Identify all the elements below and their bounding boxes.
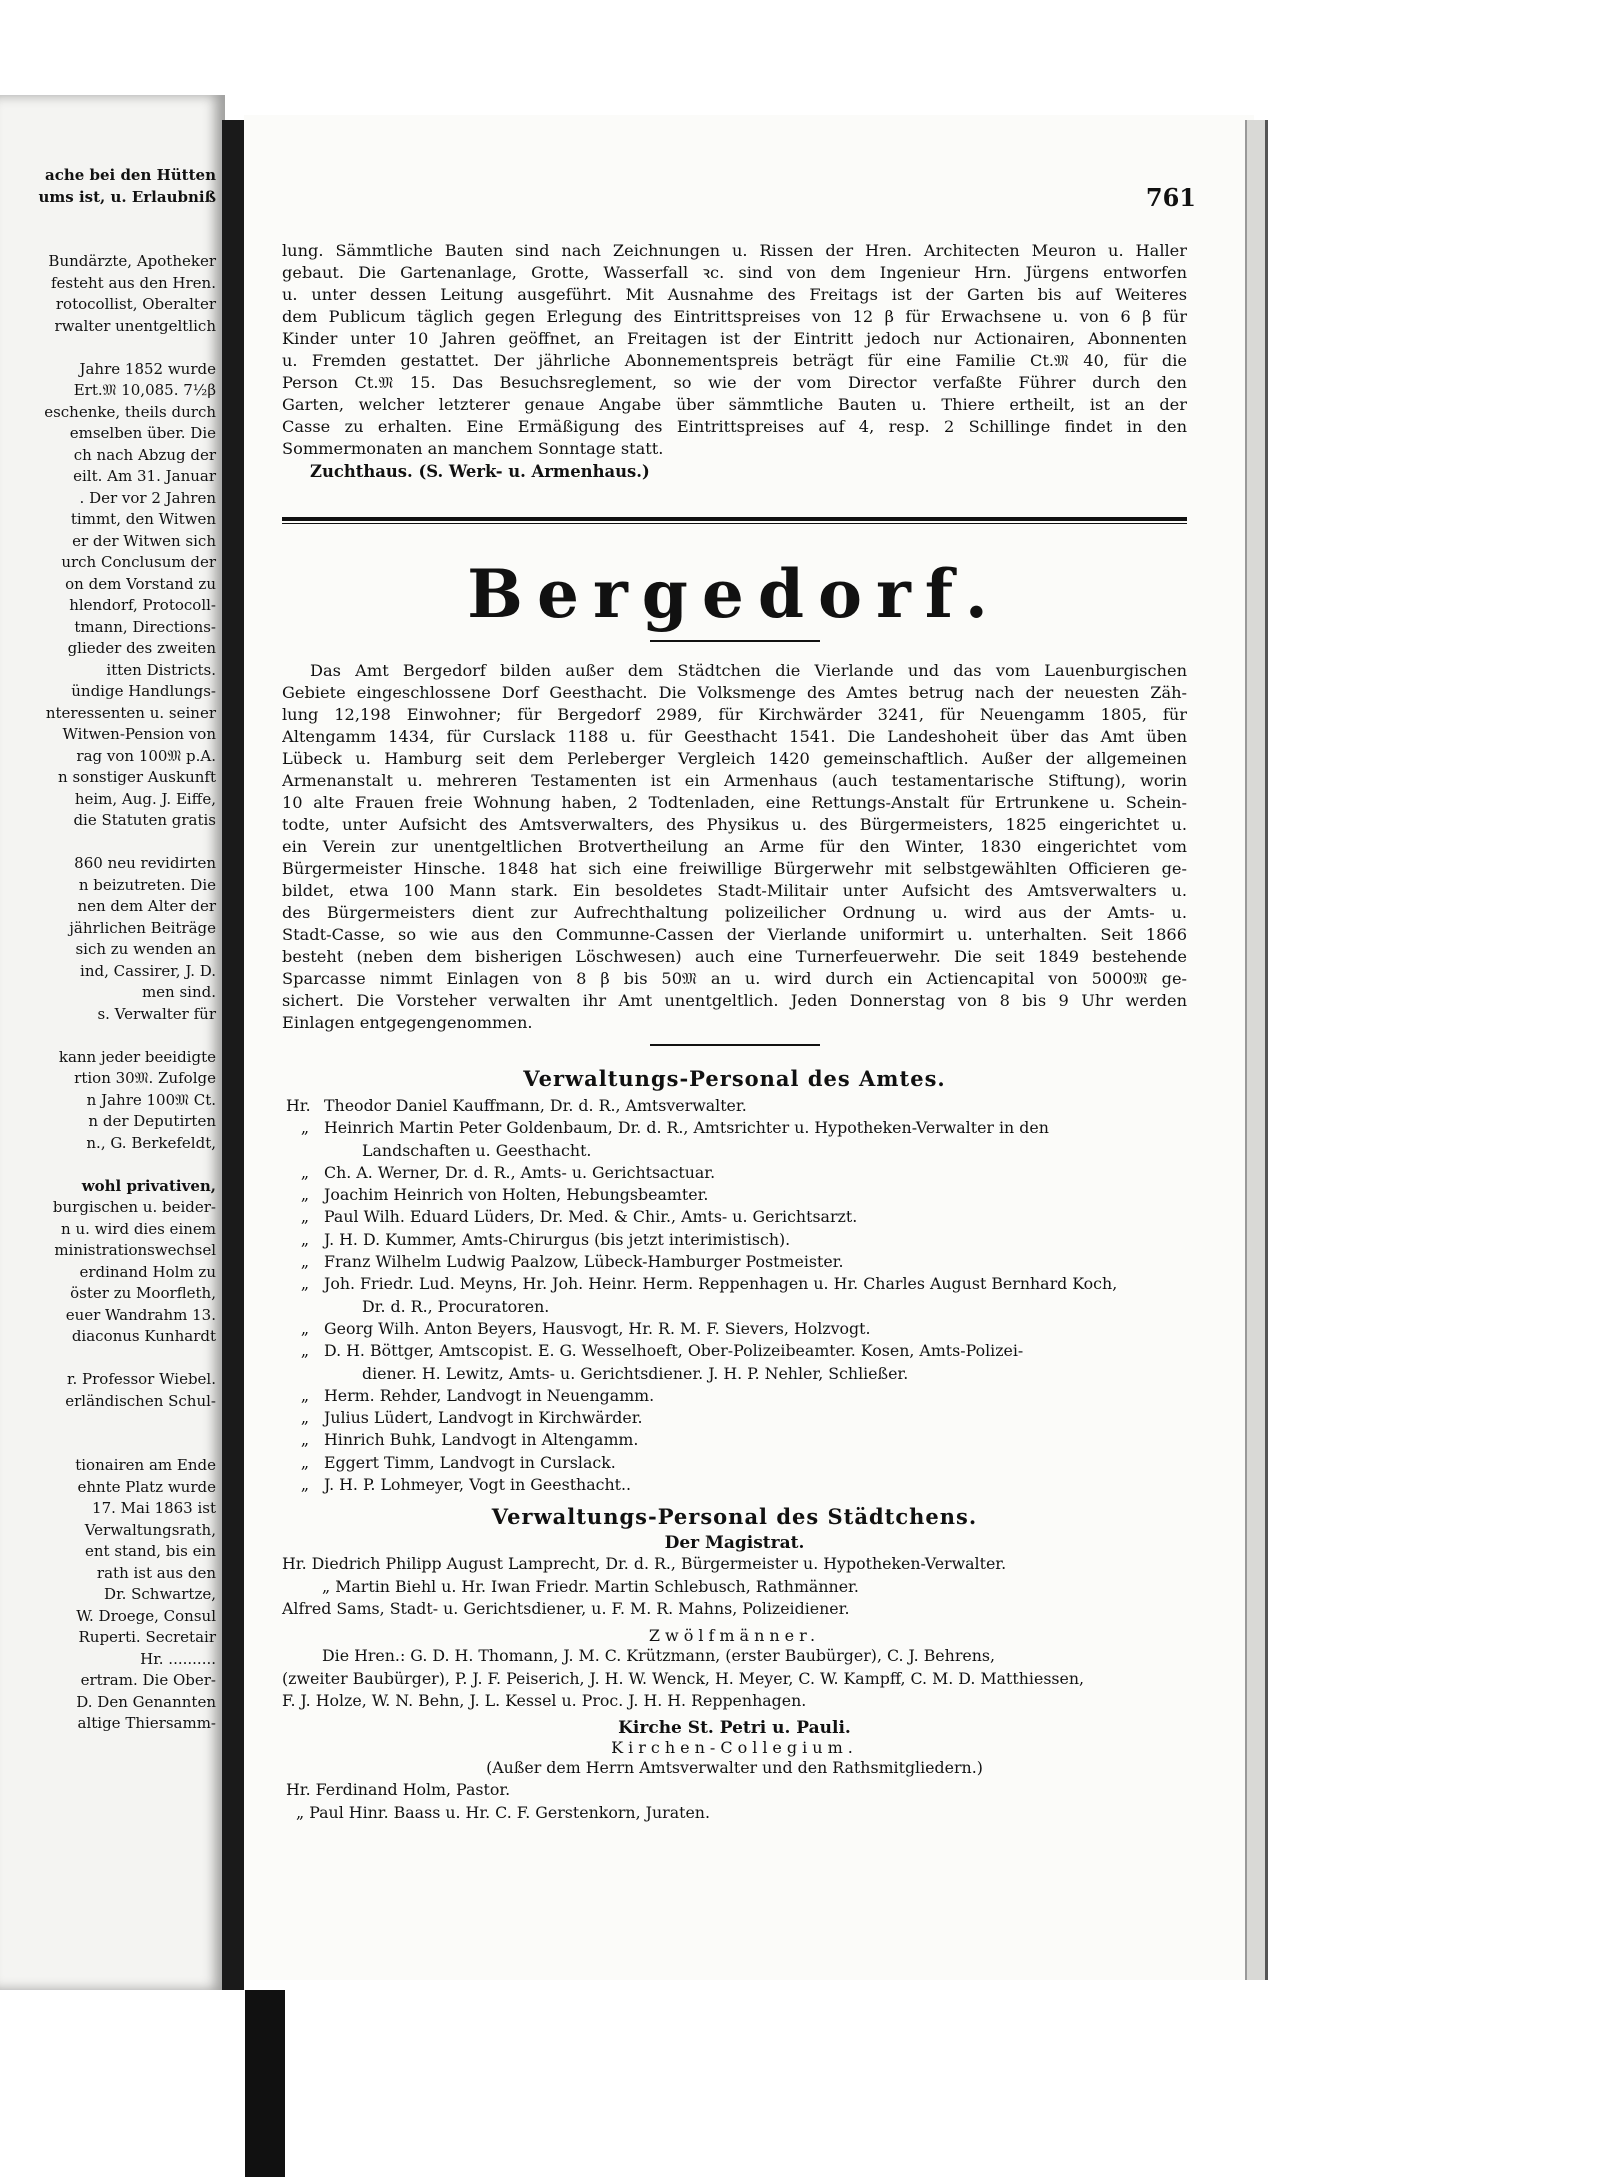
magistrat-line: „ Martin Biehl u. Hr. Iwan Friedr. Martin Schlebusch, Rathmänner. [322, 1576, 859, 1596]
left-page-line [0, 1348, 222, 1370]
personnel-entry [282, 1273, 1187, 1295]
left-page-line: rag von 100𝔐 p.A. [76, 746, 216, 765]
ditto-mark: „ [300, 1318, 310, 1338]
left-page-line: heim, Aug. J. Eiffe, [74, 789, 216, 808]
left-page-line: ch nach Abzug der [73, 445, 216, 464]
left-page-line: ministrationswechsel [54, 1241, 216, 1259]
description-line: des Bürgermeisters dient zur Aufrechthaltung polizeilicher Ordnung u. wird aus der Amts- u. [282, 903, 1187, 922]
personnel-entry [282, 1162, 1187, 1184]
left-page-line: rotocollist, Oberalter [55, 295, 216, 313]
personnel-name: Herm. Rehder, Landvogt in Neuengamm. [324, 1385, 655, 1405]
description-line: bildet, etwa 100 Mann stark. Ein besoldetes Stadt-Militair unter Aufsicht des Amtsverwalters u. [282, 881, 1187, 900]
left-page-line: Verwaltungsrath, [84, 1520, 216, 1539]
ditto-mark: „ [300, 1385, 310, 1405]
left-page-line [0, 230, 222, 252]
personnel-entry [282, 1452, 1187, 1474]
ditto-mark: „ [300, 1207, 310, 1227]
page-number: 761 [1145, 183, 1196, 212]
intro-line: dem Publicum täglich gegen Erlegung des Eintrittspreises von 12 β für Erwachsene u. von 6 β für [282, 307, 1187, 326]
left-page-line [0, 208, 222, 230]
left-page-line: öster zu Moorfleth, [70, 1284, 216, 1302]
personnel-entry [282, 1184, 1187, 1206]
left-page-line: erländischen Schul- [65, 1391, 216, 1410]
left-page-line: die Statuten gratis [73, 811, 216, 829]
personnel-name: Eggert Timm, Landvogt in Curslack. [324, 1452, 616, 1472]
scan-background [0, 0, 1600, 95]
personnel-name: Georg Wilh. Anton Beyers, Hausvogt, Hr. R. M. F. Sievers, Holzvogt. [324, 1318, 871, 1338]
description-line: Lübeck u. Hamburg seit dem Perleberger Vergleich 1420 gemeinschaftlich. Außer der allgemeinen [282, 749, 1187, 768]
left-page-text [0, 165, 222, 1735]
ditto-mark: „ [300, 1341, 310, 1361]
zwoelfmaenner-line: (zweiter Baubürger), P. J. F. Peiserich, J. H. W. Wenck, H. Meyer, C. W. Kampff, C. M. D. Matthiessen, [282, 1668, 1085, 1688]
magistrat-list [282, 1553, 1187, 1620]
kirchen-collegium-list [282, 1779, 1187, 1824]
left-page-line: eilt. Am 31. Januar [73, 467, 216, 485]
left-page-line: 17. Mai 1863 ist [92, 1499, 216, 1517]
left-page-line: n der Deputirten [88, 1112, 216, 1130]
left-page-line: W. Droege, Consul [76, 1606, 216, 1625]
zwoelfmaenner-title: Zwölfmänner. [648, 1626, 821, 1646]
left-page-line: erdinand Holm zu [79, 1262, 216, 1281]
personnel-name: J. H. D. Kummer, Amts-Chirurgus (bis jetzt interimistisch). [324, 1229, 791, 1249]
left-page-line: n Jahre 100𝔐 Ct. [86, 1090, 216, 1109]
personnel-entry [282, 1318, 1187, 1340]
description-line: Armenanstalt u. mehreren Testamenten ist ein Armenhaus (auch testamentarische Stiftung), worin [282, 771, 1187, 790]
magistrat-line: Alfred Sams, Stadt- u. Gerichtsdiener, u. F. M. R. Mahns, Polizeidiener. [282, 1598, 850, 1618]
section-divider-thick [282, 517, 1187, 521]
left-page-line: on dem Vorstand zu [65, 574, 216, 593]
ditto-mark: „ [300, 1252, 310, 1272]
chapter-title: Bergedorf. [467, 555, 1002, 633]
cross-reference-zuchthaus: Zuchthaus. (S. Werk- u. Armenhaus.) [310, 462, 650, 481]
kirchen-collegium-title: Kirchen-Collegium. [611, 1738, 858, 1758]
ditto-mark: „ [300, 1452, 310, 1472]
left-page-line: r. Professor Wiebel. [66, 1370, 216, 1388]
title-underline [650, 640, 820, 642]
left-page-line: wohl privativen, [81, 1176, 216, 1195]
personnel-entry [282, 1251, 1187, 1273]
left-page-line: sich zu wenden an [75, 940, 216, 958]
left-page-line [0, 832, 222, 854]
left-page-line: er der Witwen sich [72, 531, 216, 550]
ditto-mark: „ [300, 1229, 310, 1249]
intro-line: Sommermonaten an manchem Sonntage statt. [282, 439, 664, 458]
page-body [282, 175, 1187, 1824]
left-page-line: n beizutreten. Die [78, 875, 216, 894]
description-line: besteht (neben dem bisherigen Löschwesen) auch eine Turnerfeuerwehr. Die seit 1849 bestehende [282, 947, 1187, 966]
personnel-entry [282, 1429, 1187, 1451]
left-page-line: Hr. .......... [140, 1649, 216, 1668]
left-page-line [0, 1154, 222, 1176]
personnel-name: Joachim Heinrich von Holten, Hebungsbeamter. [324, 1185, 709, 1205]
left-page-line: rwalter unentgeltlich [54, 316, 216, 335]
left-page-line: burgischen u. beider- [52, 1198, 216, 1216]
left-page-line [0, 337, 222, 359]
left-page-line: nen dem Alter der [77, 897, 216, 915]
intro-line: u. Fremden gestattet. Der jährliche Abonnementspreis beträgt für eine Familie Ct.𝔐 40, für die [282, 351, 1187, 370]
personnel-entry-continuation: diener. H. Lewitz, Amts- u. Gerichtsdiener. J. H. P. Nehler, Schließer. [362, 1363, 909, 1383]
left-page-line: . Der vor 2 Jahren [79, 488, 216, 507]
ditto-mark: „ [300, 1274, 310, 1294]
left-page-line: ündige Handlungs- [71, 682, 216, 700]
personnel-entry-continuation: Dr. d. R., Procuratoren. [362, 1296, 550, 1316]
description-line: 10 alte Frauen freie Wohnung haben, 2 Todtenladen, eine Rettungs-Anstalt für Ertrunkene u. Schein- [282, 793, 1187, 812]
left-page-line: emselben über. Die [69, 424, 216, 442]
magistrat-title: Der Magistrat. [664, 1533, 805, 1554]
description-line: sichert. Die Vorsteher verwalten ihr Amt unentgeltlich. Jeden Donnerstag von 8 bis 9 Uhr werden [282, 991, 1187, 1010]
left-page-line: Bundärzte, Apotheker [48, 252, 216, 270]
personnel-entry-continuation: Landschaften u. Geesthacht. [362, 1140, 592, 1160]
ditto-mark: „ [300, 1430, 310, 1450]
left-page-line: eschenke, theils durch [44, 402, 216, 421]
ditto-mark: „ [300, 1118, 310, 1138]
left-page-line: festeht aus den Hren. [50, 273, 216, 292]
ditto-mark: „ [300, 1185, 310, 1205]
ditto-mark: „ [300, 1475, 310, 1495]
personnel-name: J. H. P. Lohmeyer, Vogt in Geesthacht.. [324, 1475, 632, 1495]
left-page-line: urch Conclusum der [61, 553, 216, 571]
zwoelfmaenner-line: Die Hren.: G. D. H. Thomann, J. M. C. Krützmann, (erster Baubürger), C. J. Behrens, [322, 1646, 996, 1666]
description-line: Stadt-Casse, so wie aus den Communne-Cassen der Vierlande uniformirt u. unterhalten. Seit 1866 [282, 925, 1187, 944]
intro-line: lung. Sämmtliche Bauten sind nach Zeichnungen u. Rissen der Hren. Architecten Meuron u. Haller [282, 241, 1187, 260]
ditto-mark: „ [300, 1162, 310, 1182]
description-line: todte, unter Aufsicht des Amtsverwalters, des Physikus u. des Bürgermeisters, 1825 eingerichtet u. [282, 815, 1187, 834]
left-page-line: s. Verwalter für [97, 1004, 216, 1023]
kirche-title: Kirche St. Petri u. Pauli. [618, 1718, 851, 1739]
intro-line: gebaut. Die Gartenanlage, Grotte, Wasserfall ꝛc. sind von dem Ingenieur Hrn. Jürgens entworfen [282, 263, 1187, 282]
personnel-name: Theodor Daniel Kauffmann, Dr. d. R., Amtsverwalter. [324, 1096, 747, 1115]
description-paragraph [282, 660, 1187, 1034]
left-page-line: altige Thiersamm- [77, 1714, 216, 1732]
kirchen-collegium-note: (Außer dem Herrn Amtsverwalter und den Rathsmitgliedern.) [486, 1758, 983, 1778]
description-divider [650, 1044, 820, 1046]
honorific-prefix: Hr. [286, 1096, 311, 1115]
left-page-line: itten Districts. [106, 660, 216, 679]
description-line: Gebiete eingeschlossene Dorf Geesthacht. Die Volksmenge des Amtes betrug nach der neuesten Zäh- [282, 683, 1187, 702]
left-page-line: ehnte Platz wurde [77, 1477, 216, 1496]
personnel-entry [282, 1385, 1187, 1407]
description-line: Altengamm 1434, für Curslack 1188 u. für Geesthacht 1541. Die Landeshoheit über das Amt üben [282, 727, 1187, 746]
zwoelfmaenner-list [282, 1645, 1187, 1712]
left-page-line: n., G. Berkefeldt, [86, 1133, 216, 1152]
left-page-line: n u. wird dies einem [61, 1219, 216, 1238]
left-page-line: tmann, Directions- [74, 617, 216, 636]
personnel-entry [282, 1117, 1187, 1139]
left-page-line: diaconus Kunhardt [71, 1327, 216, 1345]
left-page-line: euer Wandrahm 13. [65, 1305, 216, 1324]
description-line: lung 12,198 Einwohner; für Bergedorf 2989, für Kirchwärder 3241, für Neuengamm 1805, für [282, 705, 1187, 724]
intro-line: Casse zu erhalten. Eine Ermäßigung des Eintrittspreises auf 4, resp. 2 Schillinge findet in den [282, 417, 1187, 436]
personnel-entry [282, 1407, 1187, 1429]
left-page-line: nteressenten u. seiner [45, 703, 216, 722]
left-page-line: timmt, den Witwen [70, 510, 216, 528]
personnel-name: Julius Lüdert, Landvogt in Kirchwärder. [324, 1408, 643, 1428]
left-page-line: Witwen-Pension von [62, 725, 216, 743]
personnel-entry [282, 1095, 1187, 1117]
intro-line: Person Ct.𝔐 15. Das Besuchsreglement, so wie der vom Director verfaßte Führer durch den [282, 373, 1187, 392]
left-facing-page [0, 95, 225, 1990]
left-page-line: ums ist, u. Erlaubniß [38, 187, 216, 206]
magistrat-line: Hr. Diedrich Philipp August Lamprecht, Dr. d. R., Bürgermeister u. Hypotheken-Verwalter. [282, 1554, 1007, 1574]
left-page-line: Dr. Schwartze, [104, 1585, 216, 1603]
personnel-name: Hinrich Buhk, Landvogt in Altengamm. [324, 1430, 639, 1450]
section-divider-thin [282, 523, 1187, 524]
personnel-entry [282, 1340, 1187, 1362]
left-page-line: men sind. [141, 983, 216, 1001]
left-page-line: jährlichen Beiträge [69, 918, 216, 937]
personnel-name: Paul Wilh. Eduard Lüders, Dr. Med. & Chir., Amts- u. Gerichtsarzt. [324, 1207, 858, 1227]
spine-shadow [245, 1990, 285, 2177]
left-page-line: tionairen am Ende [75, 1456, 216, 1474]
personnel-name: Ch. A. Werner, Dr. d. R., Amts- u. Gerichtsactuar. [324, 1162, 716, 1182]
left-page-line: glieder des zweiten [67, 639, 216, 657]
left-page-line: Ruperti. Secretair [78, 1628, 216, 1646]
intro-line: Kinder unter 10 Jahren geöffnet, an Freitagen ist der Eintritt jedoch nur Actionairen, Abonnenten [282, 329, 1187, 348]
left-page-line [0, 1434, 222, 1456]
amt-personnel-list [282, 1095, 1187, 1496]
page-edge [1245, 120, 1268, 1980]
zwoelfmaenner-line: F. J. Holze, W. N. Behn, J. L. Kessel u. Proc. J. H. H. Reppenhagen. [282, 1690, 807, 1710]
left-page-line [0, 1025, 222, 1047]
intro-line: u. unter dessen Leitung ausgeführt. Mit Ausnahme des Freitags ist der Garten bis auf Weiteres [282, 285, 1187, 304]
personnel-entry [282, 1474, 1187, 1496]
personnel-name: Franz Wilhelm Ludwig Paalzow, Lübeck-Hamburger Postmeister. [324, 1252, 844, 1272]
intro-line: Garten, welcher letzterer genaue Angabe über sämmtliche Bauten u. Thiere ertheilt, ist an der [282, 395, 1187, 414]
left-page-line: kann jeder beeidigte [58, 1047, 216, 1066]
staedtchen-section-title: Verwaltungs-Personal des Städtchens. [491, 1504, 978, 1530]
ditto-mark: „ [300, 1408, 310, 1428]
personnel-name: Heinrich Martin Peter Goldenbaum, Dr. d. R., Amtsrichter u. Hypotheken-Verwalter in den [324, 1118, 1049, 1138]
left-page-line: rtion 30𝔐. Zufolge [74, 1069, 216, 1087]
description-line: Einlagen entgegengenommen. [282, 1013, 533, 1032]
intro-paragraph [282, 240, 1187, 460]
left-page-line [0, 1412, 222, 1434]
personnel-entry [282, 1229, 1187, 1251]
left-page-line: hlendorf, Protocoll- [69, 596, 216, 614]
left-page-line: n sonstiger Auskunft [58, 768, 216, 786]
description-line: Das Amt Bergedorf bilden außer dem Städtchen die Vierlande und das vom Lauenburgischen [310, 661, 1187, 680]
amt-section-title: Verwaltungs-Personal des Amtes. [523, 1066, 946, 1091]
left-page-line: rath ist aus den [96, 1563, 216, 1582]
right-page [244, 115, 1254, 1980]
left-page-line: 860 neu revidirten [74, 854, 216, 872]
kollegium-line: Hr. Ferdinand Holm, Pastor. [286, 1780, 511, 1800]
left-page-line: D. Den Genannten [76, 1692, 216, 1711]
personnel-entry [282, 1206, 1187, 1228]
left-page-line: ent stand, bis ein [84, 1542, 216, 1560]
left-page-line: ache bei den Hütten [44, 166, 216, 184]
left-page-line: ertram. Die Ober- [80, 1671, 216, 1689]
personnel-name: Joh. Friedr. Lud. Meyns, Hr. Joh. Heinr. Herm. Reppenhagen u. Hr. Charles August Bernhard Koch, [324, 1274, 1118, 1294]
left-page-line: Jahre 1852 wurde [79, 359, 216, 378]
left-page-line: Ert.𝔐 10,085. 7½β [73, 381, 216, 399]
left-page-line: ind, Cassirer, J. D. [80, 961, 216, 980]
kollegium-line: „ Paul Hinr. Baass u. Hr. C. F. Gerstenkorn, Juraten. [296, 1802, 711, 1822]
book-gutter [222, 120, 244, 1990]
description-line: Sparcasse nimmt Einlagen von 8 β bis 50𝔐 an u. wird durch ein Actiencapital von 5000𝔐 ge- [282, 969, 1187, 988]
description-line: ein Verein zur unentgeltlichen Brotvertheilung an Arme für den Winter, 1830 eingerichtet vom [282, 837, 1187, 856]
description-line: Bürgermeister Hinsche. 1848 hat sich eine freiwillige Bürgerwehr mit selbstgewählten Officieren ge- [282, 859, 1187, 878]
personnel-name: D. H. Böttger, Amtscopist. E. G. Wesselhoeft, Ober-Polizeibeamter. Kosen, Amts-Polizei- [324, 1341, 1024, 1361]
